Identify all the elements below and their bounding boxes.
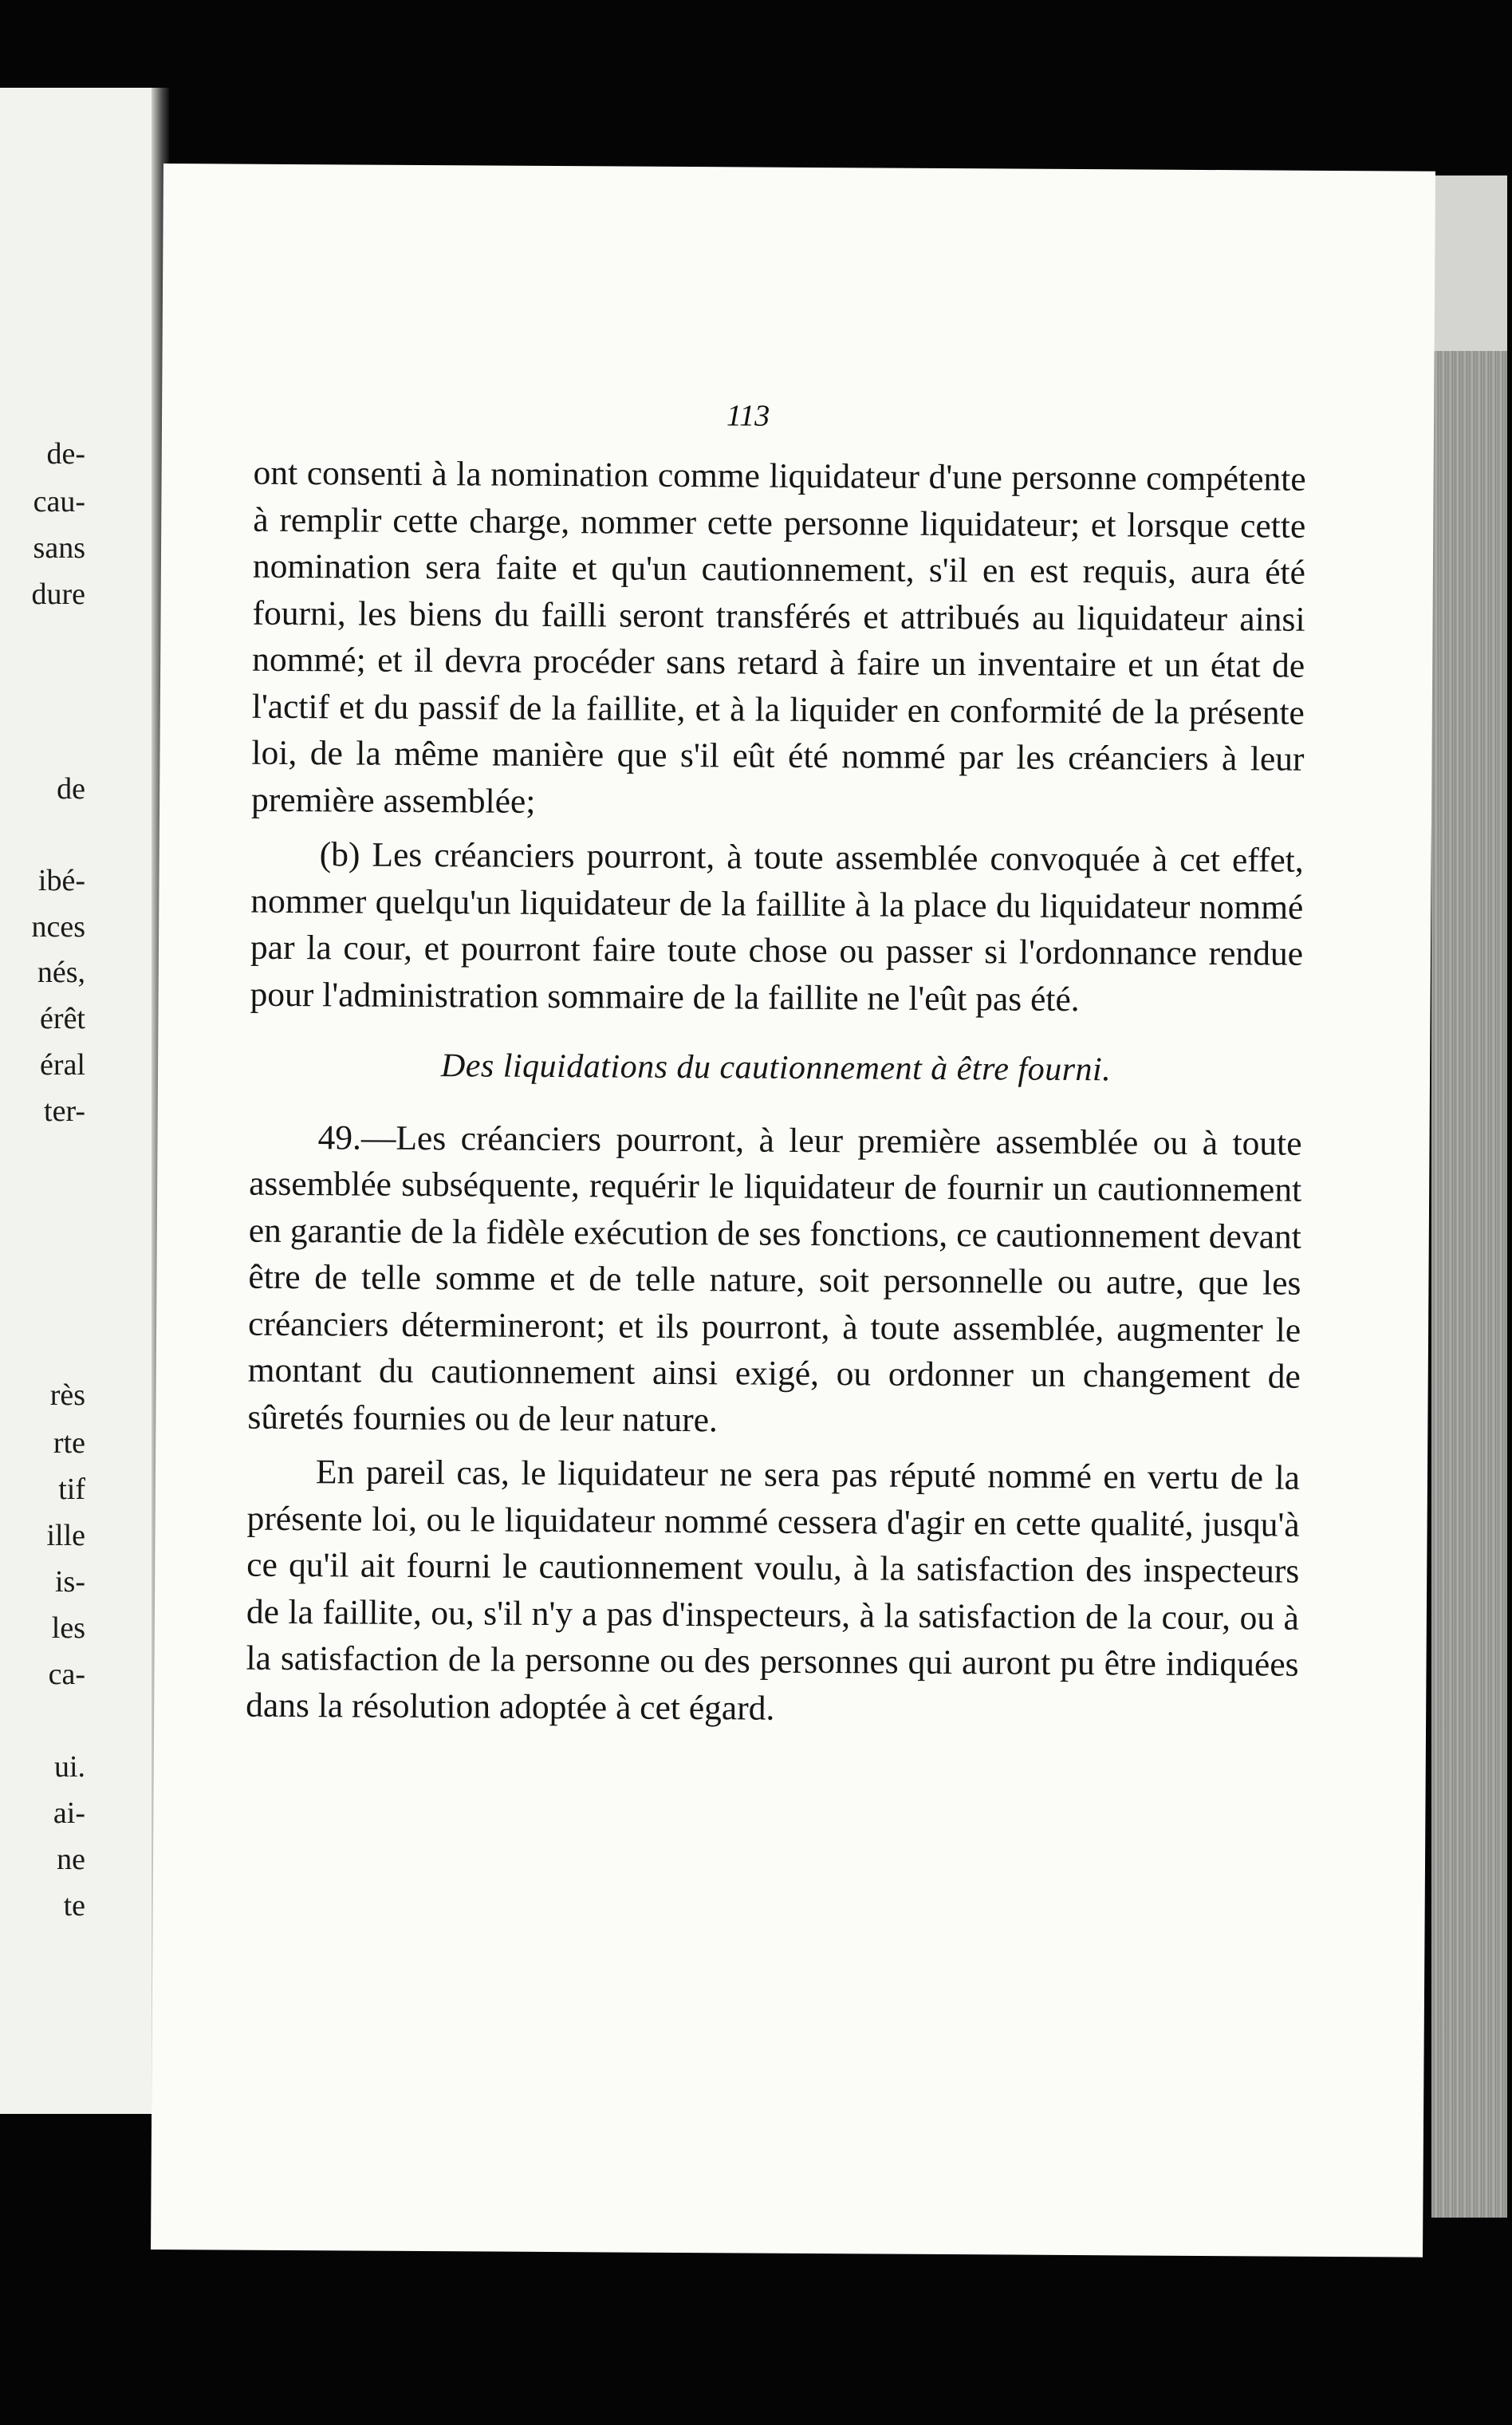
left-fragment: de- — [46, 437, 85, 471]
left-fragment: rès — [49, 1378, 85, 1412]
left-fragment: nces — [31, 910, 85, 944]
paragraph-continuation: ont consenti à la nomination comme liquidateur d'une personne compétente à remplir cette charge, nommer cette personne liquidateur; et lorsque cette nomination sera faite et qu'un cautionnement, s'il en est requis, aura été fourni, les biens du failli seront transférés et attribués au liquidateur ainsi nommé; et il devra procéder sans retard à faire un inventaire et un état de l'actif et du passif de la faillite, et à la liquider en conformité de la présente loi, de la même manière que s'il eût été nommé par les créanciers à leur première assemblée; — [250, 453, 1306, 821]
paragraph-final: En pareil cas, le liquidateur ne sera pas réputé nommé en vertu de la présente loi, ou le liquidateur nommé cessera d'agir en cette qualité, jusqu'à ce qu'il ait fourni le cautionnement voulu, à la satisfaction des inspecteurs de la faillite, ou, s'il n'y a pas d'inspecteurs, à la satisfaction de la cour, ou à la satisfaction de la personne ou des personnes qui auront pu être indiquées dans la résolution adoptée à cet égard. — [246, 1453, 1301, 1728]
left-fragment: sans — [33, 531, 85, 565]
left-fragment: éral — [40, 1048, 85, 1082]
left-fragment: te — [63, 1889, 85, 1922]
main-page — [151, 164, 1435, 2257]
paragraph-subsection-b: (b) Les créanciers pourront, à toute assemblée convoquée à cet effet, nommer quelqu'un liquidateur de la faillite à la place du liquidateur nommé par la cour, et pourront faire toute chose ou passer si l'ordonnance rendue pour l'administration sommaire de la faillite ne l'eût pas été. — [250, 835, 1304, 1019]
left-fragment: de — [57, 772, 85, 806]
left-facing-page — [0, 88, 161, 2114]
left-fragment: ne — [57, 1843, 85, 1876]
page-stack-notch — [1431, 175, 1507, 351]
left-fragment: cau- — [33, 485, 85, 519]
left-fragment: ter- — [44, 1094, 85, 1128]
paragraph-article-49: 49.—Les créanciers pourront, à leur première assemblée ou à toute assemblée subséquente, requérir le liquidateur de fournir un cautionnement en garantie de la fidèle exécution de ses fonctions, ce cautionnement devant être de telle somme et de telle nature, soit personnelle ou autre, que les créanciers détermineront; et ils pourront, à toute assemblée, augmenter le montant du cautionnement ainsi exigé, ou ordonner un changement de sûretés fournies ou de leur nature. — [247, 1118, 1302, 1439]
left-fragment: nés, — [37, 956, 85, 989]
page-number: 113 — [726, 399, 770, 433]
left-fragment: ille — [46, 1519, 85, 1552]
left-fragment: ca- — [48, 1658, 85, 1691]
page-stack-edge — [1431, 175, 1507, 2218]
left-fragment: ai- — [53, 1796, 85, 1830]
left-fragment: rte — [53, 1426, 85, 1460]
left-fragment: is- — [55, 1565, 85, 1599]
left-fragment: dure — [31, 578, 85, 611]
left-fragment: érêt — [40, 1002, 85, 1035]
left-fragment: tif — [58, 1473, 85, 1506]
left-fragment: ibé- — [37, 864, 85, 897]
section-heading: Des liquidations du cautionnement à être fourni. — [440, 1047, 1112, 1089]
page-body-text — [246, 450, 1306, 1735]
left-fragment: ui. — [53, 1750, 85, 1784]
left-fragment: les — [51, 1611, 85, 1645]
